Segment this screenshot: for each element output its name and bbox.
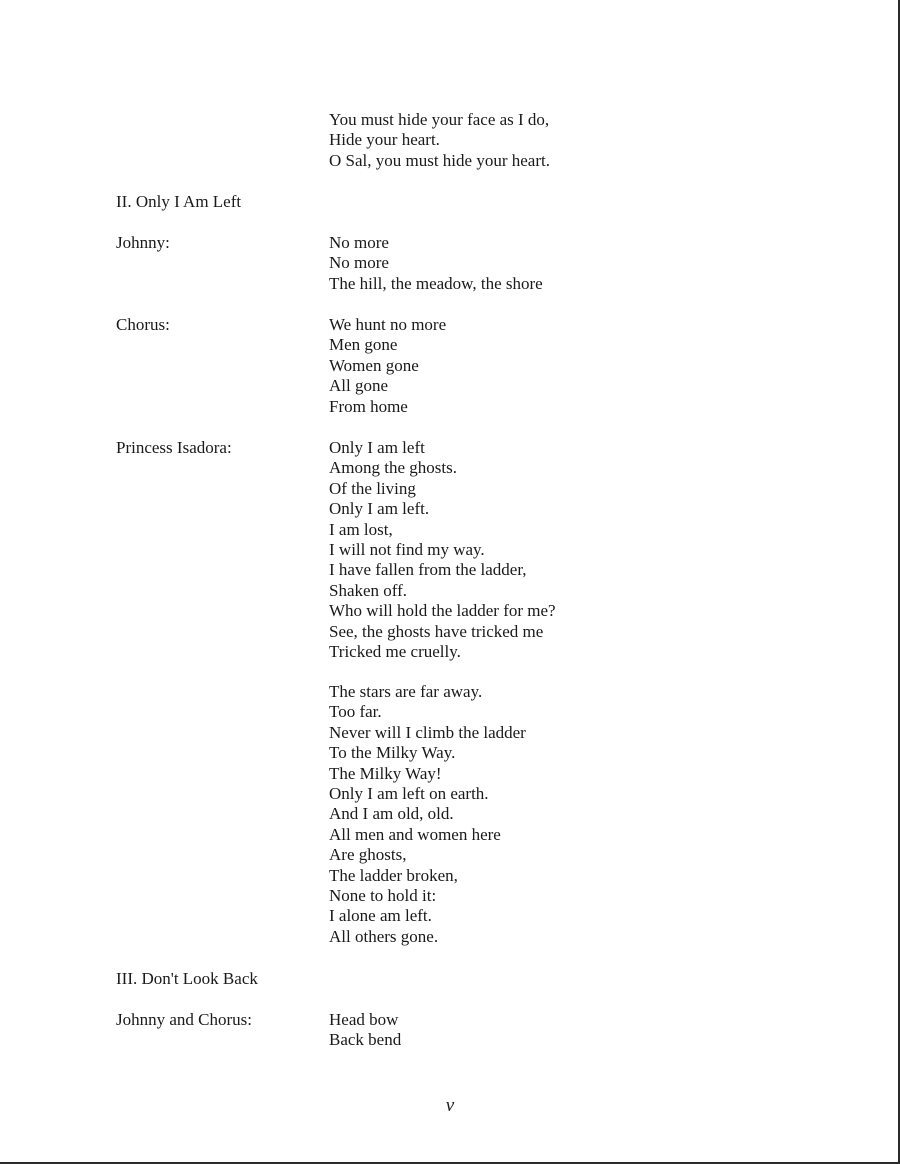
verse-line: Tricked me cruelly. [329,641,461,661]
verse-line: Back bend [329,1030,402,1050]
verse-line: No more [329,233,389,252]
verse-line: Among the ghosts. [329,458,457,478]
speaker-chorus: Chorus: [116,315,170,334]
verse-line: Are ghosts, [329,845,407,865]
section-heading-3: III. Don't Look Back [116,969,258,988]
verse-line: I alone am left. [329,906,432,926]
verse-line: See, the ghosts have tricked me [329,621,544,641]
isadora-stanza-1 [329,438,556,662]
speaker-johnny: Johnny: [116,233,170,252]
verse-line: Only I am left [329,438,425,457]
verse-line: All others gone. [329,926,439,946]
verse-line: Who will hold the ladder for me? [329,601,556,621]
verse-line: The hill, the meadow, the shore [329,273,543,293]
verse-line: Men gone [329,335,398,355]
page-number: v [445,1095,455,1116]
section-heading-2: II. Only I Am Left [116,192,242,211]
verse-line: The Milky Way! [329,763,442,783]
verse-line: Shaken off. [329,580,408,600]
johnny-chorus-lines [329,1010,401,1051]
verse-line: Only I am left on earth. [329,783,489,803]
verse-line: Of the living [329,478,416,498]
intro-lines [329,110,550,171]
verse-line: All gone [329,376,389,396]
verse-line: The stars are far away. [329,682,483,701]
verse-line: I will not find my way. [329,539,485,559]
verse-line: You must hide your face as I do, [329,110,550,129]
verse-line: Head bow [329,1010,399,1029]
verse-line: Never will I climb the ladder [329,722,526,742]
verse-line: No more [329,253,389,273]
verse-line: The ladder broken, [329,865,458,885]
verse-line: Women gone [329,355,419,375]
johnny-lines [329,233,543,294]
verse-line: O Sal, you must hide your heart. [329,150,550,170]
verse-line: I am lost, [329,519,393,539]
speaker-princess-isadora: Princess Isadora: [116,438,232,457]
verse-line: Hide your heart. [329,130,440,150]
verse-line: And I am old, old. [329,804,454,824]
verse-line: Too far. [329,702,382,722]
verse-line: I have fallen from the ladder, [329,560,527,580]
verse-line: We hunt no more [329,315,447,334]
verse-line: From home [329,396,408,416]
chorus-lines [329,315,446,417]
verse-line: Only I am left. [329,499,430,519]
verse-line: To the Milky Way. [329,743,456,763]
speaker-johnny-and-chorus: Johnny and Chorus: [116,1010,252,1029]
isadora-stanza-2 [329,682,526,947]
verse-line: All men and women here [329,824,501,844]
verse-line: None to hold it: [329,885,437,905]
